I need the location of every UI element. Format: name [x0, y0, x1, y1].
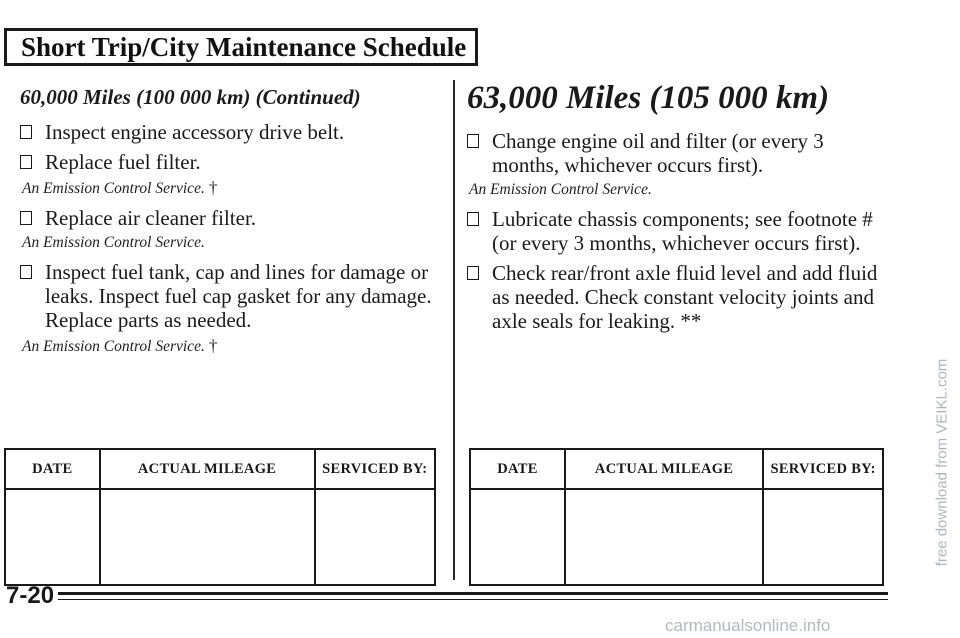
serviced-by-cell[interactable] — [763, 489, 883, 585]
actual-mileage-header: ACTUAL MILEAGE — [100, 449, 315, 489]
emission-note: An Emission Control Service. — [469, 181, 652, 198]
side-watermark: free download from VEIKL.com — [933, 358, 951, 566]
emission-note: An Emission Control Service. — [22, 234, 205, 251]
bottom-watermark: carmanualsonline.info — [665, 616, 831, 635]
dagger-mark: † — [208, 178, 218, 197]
right-column — [467, 80, 907, 339]
checklist-item: Inspect engine accessory drive belt. — [20, 120, 440, 144]
emission-note: An Emission Control Service. † — [22, 336, 218, 355]
checklist-item: Lubricate chassis components; see footnote # (or every 3 months, whichever occurs first). — [467, 207, 892, 255]
actual-mileage-header: ACTUAL MILEAGE — [565, 449, 763, 489]
actual-mileage-cell[interactable] — [565, 489, 763, 585]
serviced-by-header: SERVICED BY: — [315, 449, 435, 489]
dagger-mark: † — [208, 336, 218, 355]
date-cell[interactable] — [5, 489, 100, 585]
checklist-item: Inspect fuel tank, cap and lines for damage or leaks. Inspect fuel cap gasket for any damage. Replace parts as needed. — [20, 260, 445, 332]
serviced-by-header: SERVICED BY: — [763, 449, 883, 489]
serviced-by-cell[interactable] — [315, 489, 435, 585]
checklist-item: Replace air cleaner filter. — [20, 206, 440, 230]
date-header: DATE — [5, 449, 100, 489]
actual-mileage-cell[interactable] — [100, 489, 315, 585]
left-column — [20, 85, 440, 364]
left-section-heading: 60,000 Miles (100 000 km) (Continued) — [20, 85, 361, 109]
checkbox-icon[interactable] — [467, 134, 479, 148]
service-log-table — [4, 448, 436, 586]
right-section-heading: 63,000 Miles (105 000 km) — [467, 80, 830, 116]
footer-rule — [58, 592, 888, 600]
checkbox-icon[interactable] — [467, 266, 479, 280]
checkbox-icon[interactable] — [20, 211, 32, 225]
date-cell[interactable] — [470, 489, 565, 585]
page-title: Short Trip/City Maintenance Schedule — [4, 28, 478, 66]
checkbox-icon[interactable] — [20, 155, 32, 169]
checklist-item: Replace fuel filter. — [20, 150, 440, 174]
checkbox-icon[interactable] — [20, 265, 32, 279]
column-divider — [453, 80, 455, 580]
page-number: 7-20 — [6, 582, 55, 609]
date-header: DATE — [470, 449, 565, 489]
checklist-item: Change engine oil and filter (or every 3 months, whichever occurs first). — [467, 129, 872, 177]
emission-note: An Emission Control Service. † — [22, 178, 218, 197]
checklist-item: Check rear/front axle fluid level and add fluid as needed. Check constant velocity joints and axle seals for leaking. ** — [467, 261, 892, 333]
checkbox-icon[interactable] — [20, 125, 32, 139]
service-log-table — [469, 448, 884, 586]
checkbox-icon[interactable] — [467, 212, 479, 226]
